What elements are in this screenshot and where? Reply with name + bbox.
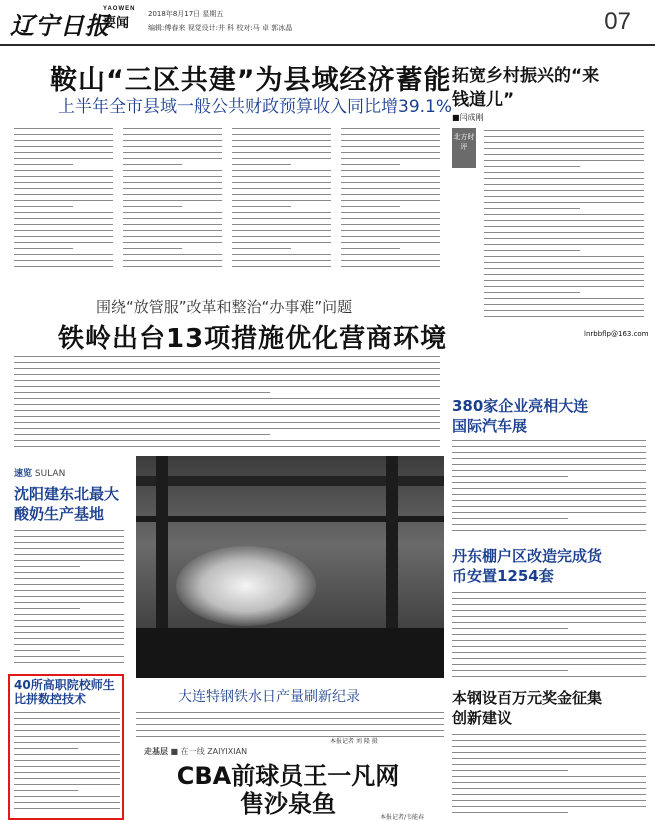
text-line (452, 670, 568, 671)
text-line (136, 730, 444, 731)
text-line (232, 164, 291, 165)
text-line (484, 226, 644, 227)
text-line (136, 712, 444, 713)
text-line (484, 130, 644, 131)
text-line (14, 602, 124, 603)
text-line (14, 242, 113, 243)
text-line (484, 280, 644, 281)
text-line (14, 158, 113, 159)
text-line (484, 268, 644, 269)
text-line (484, 256, 644, 257)
text-line (452, 764, 646, 765)
text-line (14, 146, 113, 147)
rural-body (484, 130, 644, 326)
text-line (123, 170, 222, 171)
text-line (232, 230, 331, 231)
cba-headline: CBA前球员王一凡网售沙泉鱼 (176, 762, 400, 818)
text-line (484, 220, 644, 221)
text-line (484, 304, 644, 305)
rural-byline: ■闫成刚 (452, 113, 484, 122)
text-line (14, 230, 113, 231)
photo-credit: 本报记者 刘 隆 摄 (330, 738, 378, 745)
text-line (14, 802, 120, 803)
text-line (484, 238, 644, 239)
rural-headline: 拓宽乡村振兴的“来钱道儿” (452, 66, 600, 110)
text-line (123, 200, 222, 201)
anshan-body (14, 128, 440, 278)
text-line (484, 178, 644, 179)
text-line (14, 808, 120, 809)
text-line (14, 772, 120, 773)
text-line (452, 482, 646, 483)
text-line (341, 236, 440, 237)
text-line (14, 626, 124, 627)
text-line (452, 506, 646, 507)
text-line (14, 766, 120, 767)
text-line (452, 746, 646, 747)
section-en: YAOWEN (103, 6, 136, 12)
text-line (14, 182, 113, 183)
text-line (14, 548, 124, 549)
text-line (232, 260, 331, 261)
text-line (232, 176, 331, 177)
page-number: 07 (604, 8, 631, 35)
text-line (14, 620, 124, 621)
section-cn: 要闻 (103, 16, 130, 31)
text-line (14, 596, 124, 597)
text-line (484, 208, 580, 209)
text-line (484, 142, 644, 143)
dalian-auto-headline: 380家企业亮相大连国际汽车展 (452, 397, 589, 435)
text-line (452, 476, 568, 477)
text-line (452, 652, 646, 653)
text-line (123, 266, 222, 267)
text-line (14, 218, 113, 219)
text-line (136, 724, 444, 725)
editor-credits: 编辑:傅春来 视觉设计:井 科 校对:马 卓 郭冰晶 (148, 24, 293, 32)
text-line (14, 236, 113, 237)
contact-email: lnrbbflp@163.com (584, 330, 649, 338)
text-line (14, 644, 124, 645)
text-line (14, 188, 113, 189)
text-line (14, 632, 124, 633)
text-line (484, 262, 644, 263)
text-line (123, 230, 222, 231)
text-line (452, 646, 646, 647)
text-line (452, 664, 646, 665)
text-line (14, 590, 124, 591)
rural-byline-name: 闫成刚 (459, 113, 484, 122)
text-line (232, 140, 331, 141)
tieling-body (14, 356, 440, 452)
text-line (452, 740, 646, 741)
text-line (452, 776, 646, 777)
benxi-body (452, 734, 646, 820)
text-line (452, 470, 646, 471)
text-line (452, 494, 646, 495)
text-line (14, 428, 440, 429)
text-line (14, 712, 120, 713)
text-line (341, 164, 400, 165)
text-line (14, 206, 73, 207)
text-line (341, 266, 440, 267)
text-line (484, 250, 580, 251)
text-line (14, 368, 440, 369)
text-line (14, 380, 440, 381)
text-line (341, 128, 440, 129)
dandong-body (452, 592, 646, 680)
text-line (123, 248, 182, 249)
text-line (452, 752, 646, 753)
text-line (14, 560, 124, 561)
text-line (123, 128, 222, 129)
text-line (14, 446, 440, 447)
text-line (14, 362, 440, 363)
text-line (14, 416, 440, 417)
text-line (341, 212, 440, 213)
grassroots-tag-en: ZAIYIXIAN (207, 747, 248, 756)
text-line (232, 146, 331, 147)
text-line (232, 212, 331, 213)
text-line (232, 188, 331, 189)
text-line (14, 554, 124, 555)
text-line (14, 260, 113, 261)
text-line (14, 530, 124, 531)
text-line (341, 218, 440, 219)
text-line (341, 242, 440, 243)
text-line (232, 248, 291, 249)
text-line (123, 206, 182, 207)
text-line (14, 266, 113, 267)
text-line (484, 184, 644, 185)
text-line (452, 440, 646, 441)
text-line (232, 236, 331, 237)
text-line (452, 592, 646, 593)
text-line (123, 152, 222, 153)
text-line (14, 662, 124, 663)
tieling-kicker: 围绕“放管服”改革和整治“办事难”问题 (96, 298, 353, 316)
text-line (341, 152, 440, 153)
text-line (123, 134, 222, 135)
text-line (452, 734, 646, 735)
text-line (14, 404, 440, 405)
text-line (14, 572, 124, 573)
text-line (14, 398, 440, 399)
text-line (14, 638, 124, 639)
text-line (14, 614, 124, 615)
text-line (452, 604, 646, 605)
text-line (232, 194, 331, 195)
sulan-tag-cn: 速览 (14, 469, 33, 479)
shenyang-body (14, 530, 124, 670)
text-line (341, 134, 440, 135)
text-line (123, 236, 222, 237)
text-line (14, 608, 80, 609)
text-line (14, 386, 440, 387)
text-line (341, 200, 440, 201)
text-line (341, 176, 440, 177)
text-line (123, 158, 222, 159)
text-line (341, 230, 440, 231)
text-line (452, 634, 646, 635)
text-line (484, 310, 644, 311)
text-line (14, 784, 120, 785)
text-line (452, 524, 646, 525)
text-line (14, 374, 440, 375)
text-line (452, 512, 646, 513)
text-line (14, 440, 440, 441)
text-line (14, 140, 113, 141)
text-line (341, 224, 440, 225)
photo-caption: 大连特钢铁水日产量刷新纪录 (178, 689, 360, 705)
sulan-tag (14, 466, 65, 479)
text-line (341, 260, 440, 261)
text-line (14, 176, 113, 177)
text-line (452, 500, 646, 501)
text-line (14, 760, 120, 761)
dalian-auto-body (452, 440, 646, 536)
sulan-tag-en: SULAN (34, 469, 66, 479)
grassroots-tag: 走基层 ■ 在一线 ZAIYIXIAN (144, 747, 248, 756)
text-line (452, 782, 646, 783)
text-line (452, 458, 646, 459)
text-line (484, 160, 644, 161)
text-line (123, 164, 182, 165)
text-line (14, 566, 80, 567)
text-line (452, 452, 646, 453)
text-line (341, 188, 440, 189)
text-line (452, 464, 646, 465)
text-line (123, 224, 222, 225)
text-line (232, 218, 331, 219)
cnc-headline: 40所高职院校师生比拼数控技术 (14, 678, 115, 706)
text-line (232, 224, 331, 225)
text-line (123, 176, 222, 177)
text-line (452, 530, 646, 531)
text-line (484, 172, 644, 173)
text-line (14, 164, 73, 165)
text-line (14, 578, 124, 579)
text-line (484, 286, 644, 287)
text-line (484, 232, 644, 233)
text-line (14, 790, 78, 791)
shenyang-headline: 沈阳建东北最大酸奶生产基地 (14, 485, 120, 523)
text-line (14, 778, 120, 779)
steel-plant-photo (136, 456, 444, 678)
text-line (452, 446, 646, 447)
text-line (232, 170, 331, 171)
text-line (14, 152, 113, 153)
text-line (14, 410, 440, 411)
text-line (452, 628, 568, 629)
text-line (341, 158, 440, 159)
text-line (452, 676, 646, 677)
text-line (484, 196, 644, 197)
text-line (14, 718, 120, 719)
text-line (123, 242, 222, 243)
text-line (14, 134, 113, 135)
text-line (14, 754, 120, 755)
text-line (232, 152, 331, 153)
text-line (452, 640, 646, 641)
text-line (341, 140, 440, 141)
text-line (232, 158, 331, 159)
text-line (484, 190, 644, 191)
text-line (123, 140, 222, 141)
text-line (452, 788, 646, 789)
text-line (484, 298, 644, 299)
text-line (452, 806, 646, 807)
text-line (136, 718, 444, 719)
column-tag: 北方时评 (452, 128, 476, 168)
text-line (14, 434, 270, 435)
benxi-headline: 本钢设百万元奖金征集创新建议 (452, 689, 603, 727)
cba-byline: 本报记者/韦能春 (380, 814, 425, 821)
text-line (452, 812, 568, 813)
text-line (341, 182, 440, 183)
text-line (123, 146, 222, 147)
text-line (232, 206, 291, 207)
text-line (452, 794, 646, 795)
text-line (14, 584, 124, 585)
text-line (341, 248, 400, 249)
text-line (484, 274, 644, 275)
text-line (14, 128, 113, 129)
text-line (123, 194, 222, 195)
text-line (341, 254, 440, 255)
text-line (232, 200, 331, 201)
text-line (484, 148, 644, 149)
anshan-subheadline: 上半年全市县域一般公共财政预算收入同比增39.1% (58, 97, 453, 117)
text-line (136, 736, 444, 737)
issue-date: 2018年8月17日 星期五 (148, 10, 224, 18)
text-line (452, 610, 646, 611)
text-line (484, 166, 580, 167)
masthead (0, 0, 655, 46)
text-line (123, 182, 222, 183)
text-line (14, 224, 113, 225)
text-line (123, 254, 222, 255)
text-line (484, 202, 644, 203)
section-label (103, 6, 137, 31)
text-line (14, 422, 440, 423)
text-line (232, 266, 331, 267)
grassroots-tag-mid: 在一线 (180, 747, 205, 756)
text-line (341, 146, 440, 147)
text-line (14, 170, 113, 171)
text-line (452, 658, 646, 659)
text-line (341, 206, 400, 207)
text-line (452, 622, 646, 623)
text-line (14, 254, 113, 255)
anshan-headline: 鞍山“三区共建”为县域经济蓄能 (50, 65, 452, 96)
text-line (14, 724, 120, 725)
cnc-body (14, 712, 120, 816)
text-line (14, 356, 440, 357)
text-line (484, 244, 644, 245)
text-line (232, 134, 331, 135)
text-line (452, 770, 568, 771)
text-line (452, 598, 646, 599)
text-line (14, 248, 73, 249)
text-line (484, 292, 580, 293)
text-line (452, 488, 646, 489)
text-line (341, 170, 440, 171)
text-line (484, 136, 644, 137)
text-line (14, 748, 78, 749)
text-line (14, 542, 124, 543)
text-line (452, 800, 646, 801)
text-line (123, 188, 222, 189)
text-line (484, 214, 644, 215)
text-line (452, 616, 646, 617)
text-line (123, 218, 222, 219)
newspaper-logo: 辽宁日报 (10, 11, 110, 40)
text-line (484, 316, 644, 317)
text-line (232, 254, 331, 255)
text-line (232, 242, 331, 243)
grassroots-tag-cn: 走基层 (144, 747, 168, 756)
text-line (14, 796, 120, 797)
text-line (14, 212, 113, 213)
text-line (123, 260, 222, 261)
text-line (14, 736, 120, 737)
text-line (14, 742, 120, 743)
text-line (341, 194, 440, 195)
photo-body (136, 712, 444, 742)
text-line (14, 536, 124, 537)
dandong-headline: 丹东棚户区改造完成货币安置1254套 (452, 547, 603, 585)
text-line (232, 128, 331, 129)
text-line (484, 154, 644, 155)
text-line (123, 212, 222, 213)
text-line (232, 182, 331, 183)
text-line (14, 656, 124, 657)
tieling-headline: 铁岭出台13项措施优化营商环境 (58, 324, 448, 354)
text-line (452, 758, 646, 759)
text-line (14, 194, 113, 195)
text-line (14, 730, 120, 731)
text-line (14, 392, 270, 393)
text-line (14, 200, 113, 201)
text-line (14, 650, 80, 651)
text-line (452, 518, 568, 519)
